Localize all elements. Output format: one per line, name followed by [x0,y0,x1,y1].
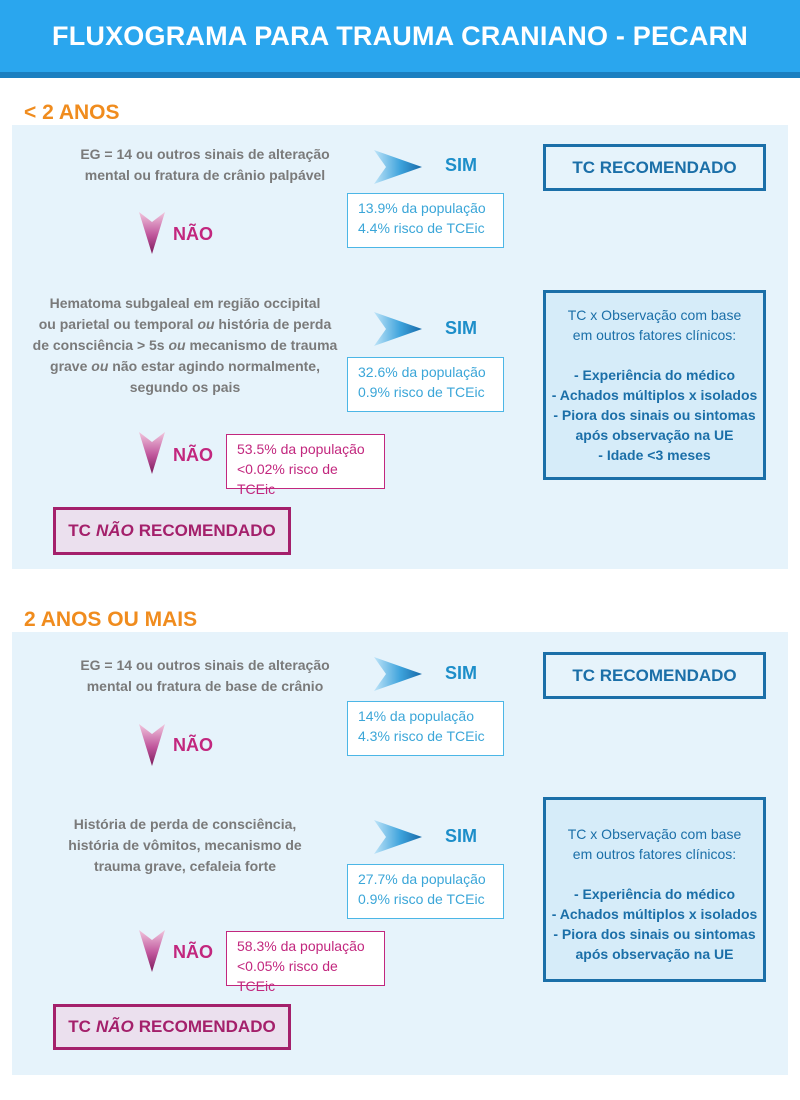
arrow-down-icon [137,210,167,256]
arrow-down-icon [137,722,167,768]
stat-box-q2-no: 58.3% da população <0.05% risco de TCEic [226,931,385,986]
stat-box-q2-no: 53.5% da população <0.02% risco de TCEic [226,434,385,489]
no-label: NÃO [173,224,213,244]
question-2-under-2: Hematoma subgaleal em região occipital ou parietal ou temporal ou história de perda de consciência > 5s ou mecanismo de trauma grave ou não estar agindo normalmente, segundo os pais [32,295,338,395]
yes-label: SIM [445,826,478,846]
arrow-right-icon [372,818,424,856]
arrow-right-icon [372,148,424,186]
no-label: NÃO [173,445,213,465]
arrow-down-icon [137,928,167,974]
question-1-2-plus: EG = 14 ou outros sinais de alteração mental ou fratura de base de crânio [80,657,330,694]
yes-label: SIM [445,155,478,175]
stat-box-q1-yes: 13.9% da população 4.4% risco de TCEic [347,193,504,248]
page-title: FLUXOGRAMA PARA TRAUMA CRANIANO - PECARN [52,20,748,51]
ct-observation-box: TC x Observação com base em outros fatores clínicos: - Experiência do médico - Achados múltiplos x isolados - Piora dos sinais ou sintomas após observação na UE - Idade <3 meses [543,290,766,480]
question-2-2-plus: História de perda de consciência, história de vômitos, mecanismo de trauma grave, cefaleia forte [68,816,302,874]
yes-label: SIM [445,318,478,338]
ct-not-recommended-box: TC NÃO RECOMENDADO [53,1004,291,1050]
section-label-2-plus: 2 ANOS OU MAIS [24,608,198,631]
no-label: NÃO [173,942,213,962]
no-label: NÃO [173,735,213,755]
stat-box-q2-yes: 27.7% da população 0.9% risco de TCEic [347,864,504,919]
ct-observation-box: TC x Observação com base em outros fatores clínicos: - Experiência do médico - Achados múltiplos x isolados - Piora dos sinais ou sintomas após observação na UE [543,797,766,982]
ct-not-recommended-box: TC NÃO RECOMENDADO [53,507,291,555]
ct-recommended-box: TC RECOMENDADO [543,144,766,191]
stat-box-q1-yes: 14% da população 4.3% risco de TCEic [347,701,504,756]
arrow-right-icon [372,310,424,348]
arrow-right-icon [372,655,424,693]
yes-label: SIM [445,663,478,683]
stat-box-q2-yes: 32.6% da população 0.9% risco de TCEic [347,357,504,412]
header-banner [0,0,800,78]
section-label-under-2: < 2 ANOS [24,101,120,124]
arrow-down-icon [137,430,167,476]
question-1-under-2: EG = 14 ou outros sinais de alteração mental ou fratura de crânio palpável [80,146,330,183]
ct-recommended-box: TC RECOMENDADO [543,652,766,699]
